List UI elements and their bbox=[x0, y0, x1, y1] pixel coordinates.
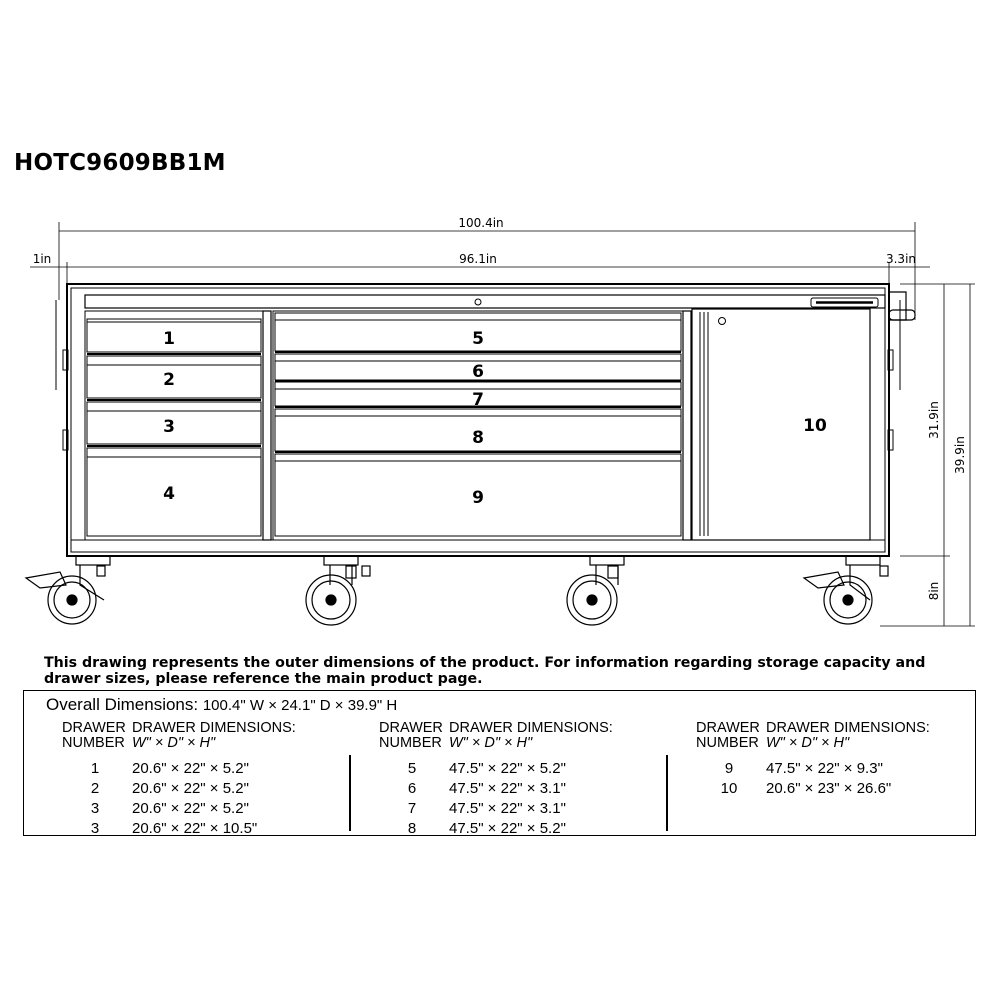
left-offset-label: 1in bbox=[32, 252, 52, 266]
header-drawer-dimensions: DRAWER DIMENSIONS: bbox=[449, 720, 613, 736]
drawer-label-5: 5 bbox=[472, 329, 484, 349]
spec-row bbox=[62, 759, 362, 779]
header-drawer: DRAWER bbox=[696, 720, 760, 736]
caster-middle-left bbox=[306, 556, 370, 625]
model-title: HOTC9609BB1M bbox=[14, 150, 226, 176]
body-width-label: 96.1in bbox=[459, 252, 497, 266]
drawer-dimension: 20.6" × 22" × 10.5" bbox=[132, 820, 258, 837]
drawer-label-2: 2 bbox=[163, 370, 175, 390]
drawer-number: 1 bbox=[90, 760, 100, 777]
total-height-label: 39.9in bbox=[953, 436, 967, 474]
drawer-number: 6 bbox=[407, 780, 417, 797]
drawer-dimension: 47.5" × 22" × 3.1" bbox=[449, 800, 566, 817]
drawer-dimension: 20.6" × 22" × 5.2" bbox=[132, 780, 249, 797]
overall-dimensions-value: 100.4" W × 24.1" D × 39.9" H bbox=[202, 697, 398, 714]
drawer-label-6: 6 bbox=[472, 362, 484, 382]
header-dimension-units: W" × D" × H" bbox=[449, 735, 533, 751]
spec-row bbox=[379, 779, 679, 799]
drawer-label-1: 1 bbox=[163, 329, 175, 349]
drawing-note: This drawing represents the outer dimensions of the product. For information regarding storage capacity and drawer sizes, please reference the main product page. bbox=[44, 655, 926, 687]
drawer-number: 9 bbox=[724, 760, 734, 777]
drawer-label-9: 9 bbox=[472, 488, 484, 508]
drawer-dimension: 47.5" × 22" × 3.1" bbox=[449, 780, 566, 797]
spec-table bbox=[23, 690, 976, 836]
drawer-label-3: 3 bbox=[163, 417, 175, 437]
header-drawer-dimensions: DRAWER DIMENSIONS: bbox=[766, 720, 930, 736]
column-divider bbox=[666, 755, 668, 831]
spec-column-1 bbox=[62, 721, 362, 839]
column-divider bbox=[349, 755, 351, 831]
spec-row bbox=[696, 759, 996, 779]
drawer-number: 3 bbox=[90, 800, 100, 817]
spec-column-3 bbox=[696, 721, 996, 799]
drawer-number: 5 bbox=[407, 760, 417, 777]
drawer-number: 2 bbox=[90, 780, 100, 797]
caster-middle-right bbox=[567, 556, 624, 625]
spec-row bbox=[62, 779, 362, 799]
drawer-number: 3 bbox=[90, 820, 100, 837]
drawer-dimension: 47.5" × 22" × 9.3" bbox=[766, 760, 883, 777]
header-dimension-units: W" × D" × H" bbox=[132, 735, 216, 751]
drawer-dimension: 47.5" × 22" × 5.2" bbox=[449, 760, 566, 777]
spec-row bbox=[62, 799, 362, 819]
header-number: NUMBER bbox=[379, 735, 442, 751]
drawer-label-10: 10 bbox=[803, 416, 827, 436]
spec-row bbox=[62, 819, 362, 839]
drawer-dimension: 20.6" × 22" × 5.2" bbox=[132, 760, 249, 777]
drawer-number: 10 bbox=[720, 780, 738, 797]
drawer-number: 8 bbox=[407, 820, 417, 837]
spec-row bbox=[379, 799, 679, 819]
overall-dimensions bbox=[46, 695, 397, 715]
spec-row bbox=[379, 759, 679, 779]
drawer-label-8: 8 bbox=[472, 428, 484, 448]
spec-row bbox=[379, 819, 679, 839]
header-drawer: DRAWER bbox=[62, 720, 126, 736]
header-number: NUMBER bbox=[62, 735, 125, 751]
cabinet-body bbox=[56, 284, 915, 556]
caster-group bbox=[26, 556, 888, 625]
overall-width-label: 100.4in bbox=[458, 216, 504, 230]
header-number: NUMBER bbox=[696, 735, 759, 751]
drawer-number: 7 bbox=[407, 800, 417, 817]
header-drawer-dimensions: DRAWER DIMENSIONS: bbox=[132, 720, 296, 736]
overall-dimensions-label: Overall Dimensions: bbox=[46, 695, 199, 714]
caster-left-brake bbox=[26, 556, 110, 624]
drawer-dimension: 20.6" × 22" × 5.2" bbox=[132, 800, 249, 817]
drawer-label-4: 4 bbox=[163, 484, 175, 504]
drawer-dimension: 20.6" × 23" × 26.6" bbox=[766, 780, 892, 797]
handle-offset-label: 3.3in bbox=[885, 252, 917, 266]
caster-height-label: 8in bbox=[927, 581, 941, 601]
header-dimension-units: W" × D" × H" bbox=[766, 735, 850, 751]
header-drawer: DRAWER bbox=[379, 720, 443, 736]
spec-row bbox=[696, 779, 996, 799]
drawer-dimension: 47.5" × 22" × 5.2" bbox=[449, 820, 566, 837]
spec-column-2 bbox=[379, 721, 679, 839]
caster-right-brake bbox=[804, 556, 888, 624]
drawer-label-7: 7 bbox=[472, 390, 484, 410]
cabinet-height-label: 31.9in bbox=[927, 401, 941, 439]
